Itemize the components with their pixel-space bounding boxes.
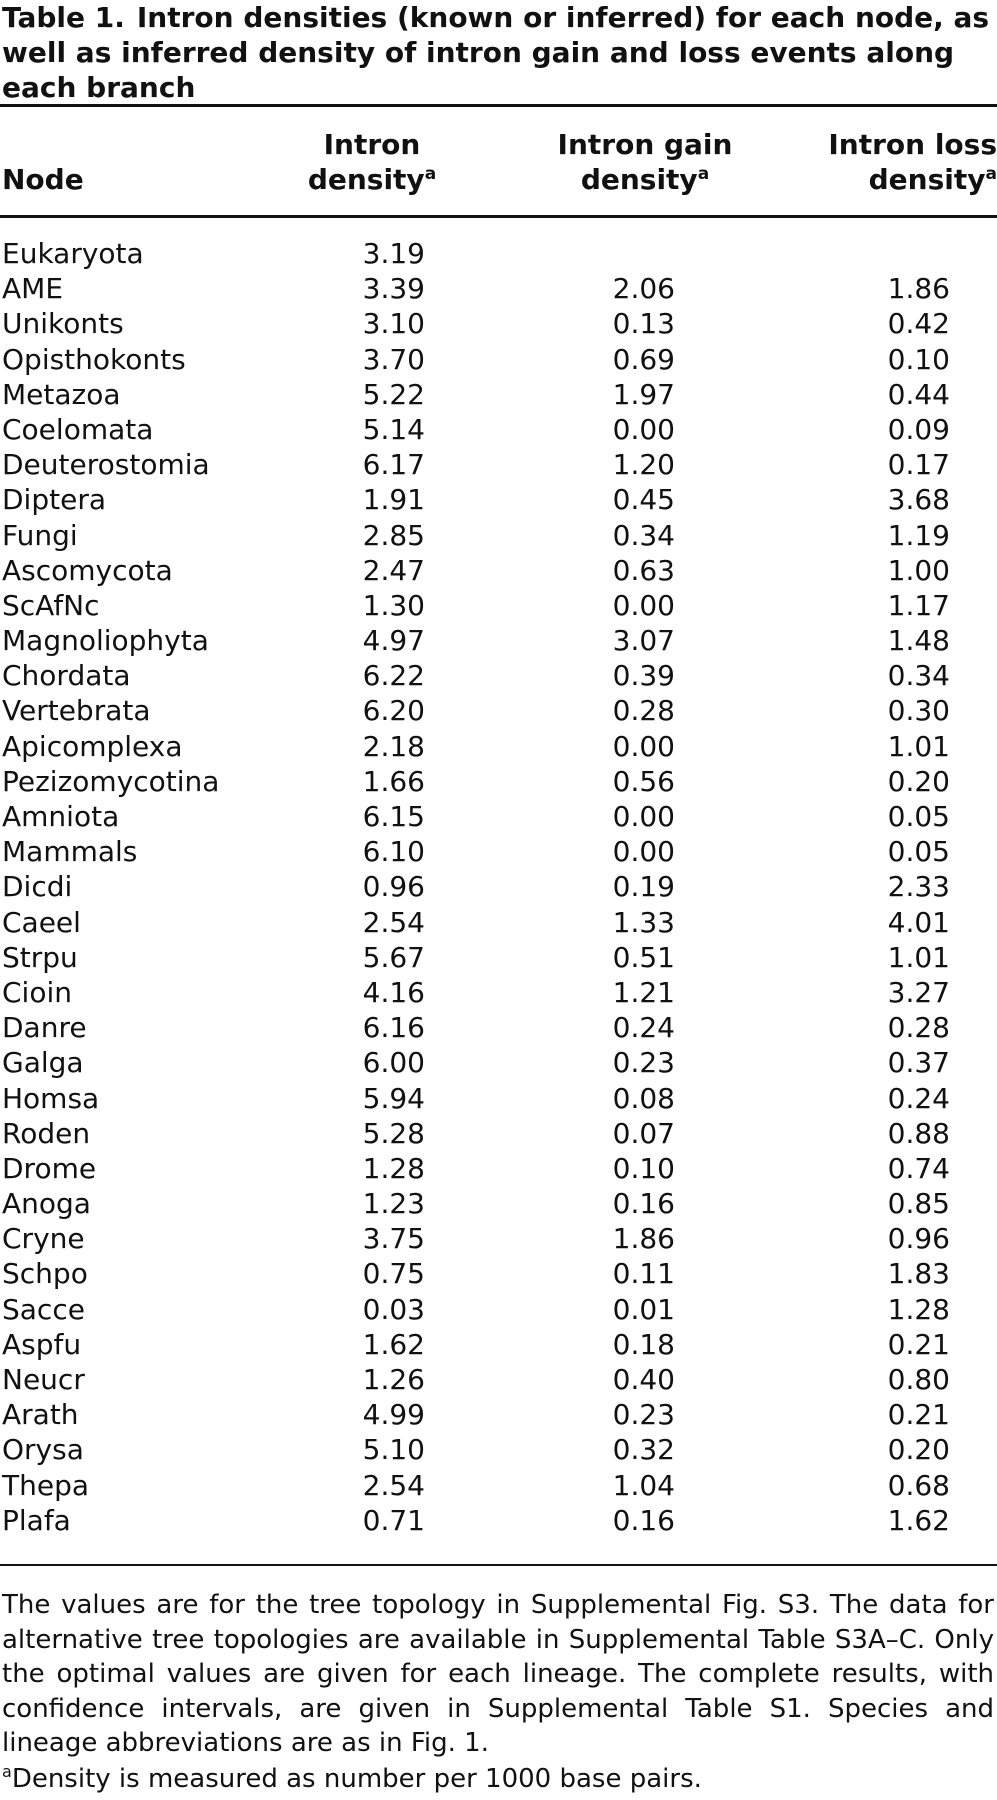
header-intron-gain-density: [545, 127, 745, 197]
cell-intron-density: 4.97: [362, 624, 425, 658]
cell-intron-density: 5.14: [362, 412, 425, 446]
header-density-line2: density: [307, 163, 425, 196]
cell-node: Homsa: [2, 1081, 100, 1115]
caption-text: Intron densities (known or inferred) for each node, as well as inferred density of intron gain and loss events along each branch: [2, 1, 990, 104]
cell-intron-gain-density: 0.16: [612, 1503, 675, 1537]
cell-intron-gain-density: 0.39: [612, 659, 675, 693]
table-footnote: The values are for the tree topology in Supplemental Fig. S3. The data for alternative tree topologies are available in Supplemental Table S3A–C. Only the optimal values are given for each lineage. The complete results, with confidence intervals, are given in Supplemental Table S1. Species and lineage abbreviations are as in Fig. 1.: [2, 1590, 994, 1758]
table-row: [0, 518, 997, 553]
bottom-rule: [0, 1564, 997, 1566]
cell-node: Schpo: [2, 1257, 88, 1291]
cell-intron-density: 2.47: [362, 553, 425, 587]
cell-intron-density: 5.28: [362, 1116, 425, 1150]
cell-intron-loss-density: 0.10: [887, 342, 950, 376]
cell-node: Roden: [2, 1116, 91, 1150]
cell-intron-loss-density: 1.28: [887, 1292, 950, 1326]
header-loss-line2: density: [868, 163, 986, 196]
cell-intron-loss-density: 1.83: [887, 1257, 950, 1291]
cell-node: Opisthokonts: [2, 342, 186, 376]
cell-intron-loss-density: 1.00: [887, 553, 950, 587]
cell-intron-loss-density: 3.27: [887, 975, 950, 1009]
cell-intron-density: 6.10: [362, 835, 425, 869]
cell-intron-loss-density: 1.19: [887, 518, 950, 552]
cell-intron-density: 6.17: [362, 448, 425, 482]
cell-intron-loss-density: 1.62: [887, 1503, 950, 1537]
cell-intron-gain-density: 0.00: [612, 800, 675, 833]
table-row: [0, 553, 997, 588]
table-row: [0, 588, 997, 623]
cell-node: Thepa: [2, 1468, 90, 1502]
cell-intron-density: 5.94: [362, 1081, 425, 1115]
cell-node: Diptera: [2, 483, 106, 517]
table-body: [0, 236, 997, 1538]
table-row: [0, 1397, 997, 1432]
cell-intron-gain-density: 0.01: [612, 1292, 675, 1326]
cell-intron-loss-density: 0.28: [887, 1011, 950, 1045]
cell-intron-loss-density: 0.24: [887, 1081, 950, 1115]
cell-node: Cryne: [2, 1222, 85, 1256]
table-row: [0, 1010, 997, 1045]
cell-intron-loss-density: 0.09: [887, 412, 950, 446]
cell-intron-loss-density: 0.21: [887, 1327, 950, 1361]
table-row: [0, 729, 997, 764]
cell-intron-loss-density: 0.05: [887, 800, 950, 833]
cell-intron-density: 5.10: [362, 1433, 425, 1467]
cell-intron-density: 3.75: [362, 1222, 425, 1256]
cell-intron-gain-density: 0.19: [612, 870, 675, 904]
cell-node: Danre: [2, 1011, 87, 1045]
cell-intron-loss-density: 0.34: [887, 659, 950, 693]
cell-intron-gain-density: 0.08: [612, 1081, 675, 1115]
table-row: [0, 412, 997, 447]
cell-node: Ascomycota: [2, 553, 173, 587]
table-row: [0, 482, 997, 517]
cell-intron-gain-density: 1.20: [612, 448, 675, 482]
cell-node: Fungi: [2, 518, 78, 552]
table-row: [0, 1327, 997, 1362]
table-row: [0, 271, 997, 306]
cell-intron-gain-density: 0.51: [612, 940, 675, 974]
top-rule: [0, 104, 997, 107]
table-row: [0, 1116, 997, 1151]
table-row: [0, 447, 997, 482]
cell-intron-loss-density: 0.74: [887, 1151, 950, 1185]
cell-intron-density: 6.00: [362, 1046, 425, 1080]
header-gain-line2: density: [580, 163, 698, 196]
cell-intron-gain-density: 0.63: [612, 553, 675, 587]
cell-intron-loss-density: 0.68: [887, 1468, 950, 1502]
table-row: [0, 799, 997, 834]
cell-intron-loss-density: 0.30: [887, 694, 950, 728]
cell-intron-gain-density: 0.23: [612, 1046, 675, 1080]
cell-intron-gain-density: 0.45: [612, 483, 675, 517]
table-caption: [2, 0, 992, 105]
cell-intron-density: 0.71: [362, 1503, 425, 1537]
cell-intron-density: 1.23: [362, 1187, 425, 1221]
table-row: [0, 1503, 997, 1538]
cell-node: Dicdi: [2, 870, 73, 904]
cell-intron-gain-density: 0.16: [612, 1187, 675, 1221]
cell-intron-density: 1.26: [362, 1363, 425, 1396]
cell-intron-loss-density: 1.48: [887, 624, 950, 658]
cell-intron-density: 0.96: [362, 870, 425, 904]
cell-node: Drome: [2, 1151, 97, 1185]
cell-intron-gain-density: 1.04: [612, 1468, 675, 1502]
table-row: [0, 1256, 997, 1291]
cell-intron-density: 3.70: [362, 342, 425, 376]
cell-intron-loss-density: 0.20: [887, 1433, 950, 1467]
cell-intron-gain-density: 0.00: [612, 835, 675, 869]
cell-intron-gain-density: 0.32: [612, 1433, 675, 1467]
cell-node: Vertebrata: [2, 694, 151, 728]
cell-node: Aspfu: [2, 1327, 82, 1361]
cell-intron-loss-density: 0.37: [887, 1046, 950, 1080]
cell-intron-density: 1.66: [362, 764, 425, 798]
cell-intron-gain-density: 1.33: [612, 905, 675, 939]
cell-node: Deuterostomia: [2, 448, 210, 482]
cell-intron-density: 4.99: [362, 1398, 425, 1432]
header-gain-line1: Intron gain: [557, 128, 733, 161]
header-gain-note: a: [697, 164, 710, 184]
cell-intron-gain-density: 0.11: [612, 1257, 675, 1291]
table-row: [0, 1045, 997, 1080]
cell-intron-gain-density: 1.86: [612, 1222, 675, 1256]
cell-node: Plafa: [2, 1503, 71, 1537]
cell-node: Amniota: [2, 800, 120, 833]
table-row: [0, 236, 997, 271]
cell-intron-gain-density: 1.97: [612, 377, 675, 411]
cell-intron-density: 1.91: [362, 483, 425, 517]
table-row: [0, 1186, 997, 1221]
cell-intron-loss-density: 2.33: [887, 870, 950, 904]
table-row: [0, 1221, 997, 1256]
cell-intron-loss-density: 0.42: [887, 307, 950, 341]
cell-node: Anoga: [2, 1187, 91, 1221]
header-rule: [0, 215, 997, 218]
cell-node: Mammals: [2, 835, 138, 869]
cell-node: ScAfNc: [2, 588, 100, 622]
cell-intron-loss-density: 0.88: [887, 1116, 950, 1150]
caption-label: Table 1.: [2, 1, 125, 34]
cell-intron-gain-density: 0.18: [612, 1327, 675, 1361]
cell-intron-loss-density: 0.44: [887, 377, 950, 411]
cell-intron-loss-density: 0.96: [887, 1222, 950, 1256]
header-density-note: a: [424, 164, 437, 184]
cell-intron-gain-density: 0.10: [612, 1151, 675, 1185]
cell-intron-gain-density: 0.24: [612, 1011, 675, 1045]
cell-intron-density: 6.22: [362, 659, 425, 693]
table-row: [0, 1362, 997, 1397]
cell-intron-density: 2.18: [362, 729, 425, 763]
cell-intron-density: 3.19: [362, 237, 425, 270]
cell-node: Chordata: [2, 659, 131, 693]
cell-intron-loss-density: 0.85: [887, 1187, 950, 1221]
cell-intron-gain-density: 0.00: [612, 588, 675, 622]
cell-intron-loss-density: 0.21: [887, 1398, 950, 1432]
cell-intron-loss-density: 1.17: [887, 588, 950, 622]
cell-intron-gain-density: 0.34: [612, 518, 675, 552]
cell-node: Orysa: [2, 1433, 84, 1467]
cell-node: Magnoliophyta: [2, 624, 209, 658]
table-row: [0, 306, 997, 341]
cell-intron-gain-density: 0.00: [612, 729, 675, 763]
cell-intron-gain-density: 0.69: [612, 342, 675, 376]
cell-intron-loss-density: 1.86: [887, 272, 950, 306]
cell-intron-density: 2.54: [362, 905, 425, 939]
cell-node: Eukaryota: [2, 237, 144, 270]
cell-intron-density: 3.10: [362, 307, 425, 341]
cell-intron-gain-density: 2.06: [612, 272, 675, 306]
table-row: [0, 693, 997, 728]
cell-node: Metazoa: [2, 377, 121, 411]
cell-intron-loss-density: 0.05: [887, 835, 950, 869]
table-row: [0, 869, 997, 904]
cell-intron-gain-density: 3.07: [612, 624, 675, 658]
cell-intron-density: 5.67: [362, 940, 425, 974]
table-row: [0, 1151, 997, 1186]
cell-node: AME: [2, 272, 64, 306]
cell-intron-gain-density: 0.13: [612, 307, 675, 341]
cell-intron-density: 2.85: [362, 518, 425, 552]
cell-intron-density: 1.28: [362, 1151, 425, 1185]
cell-intron-gain-density: 0.40: [612, 1363, 675, 1396]
cell-node: Strpu: [2, 940, 78, 974]
cell-intron-density: 0.03: [362, 1292, 425, 1326]
header-node: Node: [2, 163, 84, 196]
cell-node: Pezizomycotina: [2, 764, 220, 798]
cell-intron-loss-density: 4.01: [887, 905, 950, 939]
cell-intron-density: 5.22: [362, 377, 425, 411]
table-row: [0, 1468, 997, 1503]
cell-intron-density: 6.20: [362, 694, 425, 728]
cell-intron-loss-density: 3.68: [887, 483, 950, 517]
cell-node: Galga: [2, 1046, 84, 1080]
cell-intron-density: 1.30: [362, 588, 425, 622]
cell-node: Neucr: [2, 1363, 85, 1396]
cell-intron-gain-density: 0.23: [612, 1398, 675, 1432]
cell-intron-density: 2.54: [362, 1468, 425, 1502]
cell-intron-density: 6.15: [362, 800, 425, 833]
cell-intron-density: 4.16: [362, 975, 425, 1009]
footnote-a-text: Density is measured as number per 1000 base pairs.: [11, 1764, 702, 1794]
cell-intron-loss-density: 0.80: [887, 1363, 950, 1396]
table-row: [0, 905, 997, 940]
table-row: [0, 764, 997, 799]
cell-intron-gain-density: 0.07: [612, 1116, 675, 1150]
table-row: [0, 658, 997, 693]
cell-node: Caeel: [2, 905, 81, 939]
header-density-line1: Intron: [323, 128, 421, 161]
cell-intron-gain-density: 0.56: [612, 764, 675, 798]
table-row: [0, 377, 997, 412]
table-row: [0, 1081, 997, 1116]
table-row: [0, 975, 997, 1010]
cell-intron-loss-density: 1.01: [887, 940, 950, 974]
header-intron-loss-density: [810, 127, 997, 197]
table-footnote-a: [2, 1762, 994, 1797]
cell-intron-loss-density: 0.20: [887, 764, 950, 798]
header-loss-line1: Intron loss: [828, 128, 997, 161]
cell-node: Coelomata: [2, 412, 154, 446]
cell-intron-density: 1.62: [362, 1327, 425, 1361]
cell-intron-gain-density: 1.21: [612, 975, 675, 1009]
cell-intron-loss-density: 0.17: [887, 448, 950, 482]
cell-intron-gain-density: 0.00: [612, 412, 675, 446]
table-row: [0, 834, 997, 869]
cell-node: Apicomplexa: [2, 729, 183, 763]
table-row: [0, 940, 997, 975]
table-row: [0, 623, 997, 658]
cell-node: Sacce: [2, 1292, 85, 1326]
cell-node: Unikonts: [2, 307, 124, 341]
cell-intron-loss-density: 1.01: [887, 729, 950, 763]
cell-intron-density: 3.39: [362, 272, 425, 306]
table-row: [0, 1292, 997, 1327]
header-loss-note: a: [985, 164, 997, 184]
footnote-a-marker: a: [2, 1762, 12, 1781]
header-intron-density: [297, 127, 447, 197]
table-row: [0, 342, 997, 377]
cell-intron-gain-density: 0.28: [612, 694, 675, 728]
cell-intron-density: 0.75: [362, 1257, 425, 1291]
table-row: [0, 1432, 997, 1467]
cell-intron-density: 6.16: [362, 1011, 425, 1045]
cell-node: Cioin: [2, 975, 72, 1009]
cell-node: Arath: [2, 1398, 79, 1432]
